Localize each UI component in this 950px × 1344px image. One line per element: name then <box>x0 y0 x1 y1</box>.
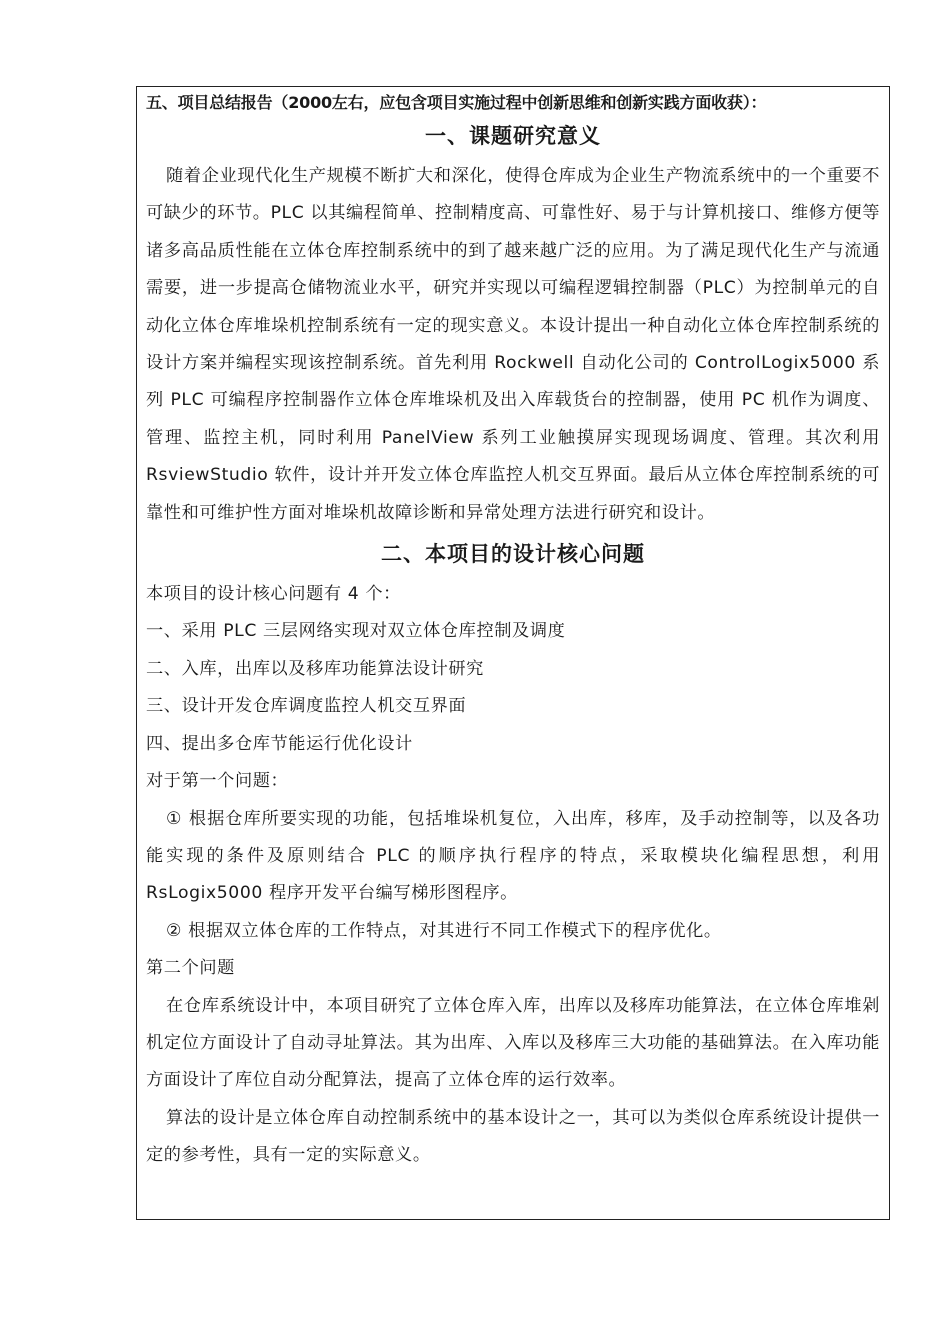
second-problem-paragraph-2: 算法的设计是立体仓库自动控制系统中的基本设计之一，其可以为类似仓库系统设计提供一定的参考性，具有一定的实际意义。 <box>146 1107 880 1166</box>
core-item-2: 二、入库，出库以及移库功能算法设计研究 <box>146 658 484 679</box>
first-problem-label: 对于第一个问题： <box>146 771 289 792</box>
section2-intro: 本项目的设计核心问题有 4 个： <box>146 584 401 605</box>
first-problem-point-2: ② 根据双立体仓库的工作特点，对其进行不同工作模式下的程序优化。 <box>166 920 722 941</box>
core-item-4: 四、提出多仓库节能运行优化设计 <box>146 733 413 754</box>
report-header: 五、项目总结报告（2000左右，应包含项目实施过程中创新思维和创新实践方面收获）： <box>146 93 767 112</box>
section1-body: 随着企业现代化生产规模不断扩大和深化，使得仓库成为企业生产物流系统中的一个重要不可缺少的环节。PLC 以其编程简单、控制精度高、可靠性好、易于与计算机接口、维修方便等诸多高品质性能在立体仓库控制系统中的到了越来越广泛的应用。为了满足现代化生产与流通需要，进一步提高仓储物流业水平，研究并实现以可编程逻辑控制器（PLC）为控制单元的自动化立体仓库堆垛机控制系统有一定的现实意义。本设计提出一种自动化立体仓库控制系统的设计方案并编程实现该控制系统。首先利用 Rockwell 自动化公司的 ControlLogix5000 系列 PLC 可编程序控制器作立体仓库堆垛机及出入库载货台的控制器，使用 PC 机作为调度、管理、监控主机，同时利用 PanelView 系列工业触摸屏实现现场调度、管理。其次利用 RsviewStudio 软件，设计并开发立体仓库监控人机交互界面。最后从立体仓库控制系统的可靠性和可维护性方面对堆垛机故障诊断和异常处理方法进行研究和设计。 <box>146 166 880 523</box>
first-problem-point-1: ① 根据仓库所要实现的功能，包括堆垛机复位，入出库，移库，及手动控制等，以及各功能实现的条件及原则结合 PLC 的顺序执行程序的特点，采取模块化编程思想，利用 RsLogix5000 程序开发平台编写梯形图程序。 <box>146 808 880 904</box>
report-frame <box>136 86 890 1220</box>
second-problem-label: 第二个问题 <box>146 958 235 979</box>
core-item-3: 三、设计开发仓库调度监控人机交互界面 <box>146 696 467 717</box>
second-problem-paragraph-1: 在仓库系统设计中，本项目研究了立体仓库入库，出库以及移库功能算法，在立体仓库堆剁机定位方面设计了自动寻址算法。其为出库、入库以及移库三大功能的基础算法。在入库功能方面设计了库位自动分配算法，提高了立体仓库的运行效率。 <box>146 995 880 1091</box>
core-item-1: 一、采用 PLC 三层网络实现对双立体仓库控制及调度 <box>146 621 566 642</box>
section2-title: 二、本项目的设计核心问题 <box>381 542 645 567</box>
section1-title: 一、课题研究意义 <box>425 124 601 148</box>
